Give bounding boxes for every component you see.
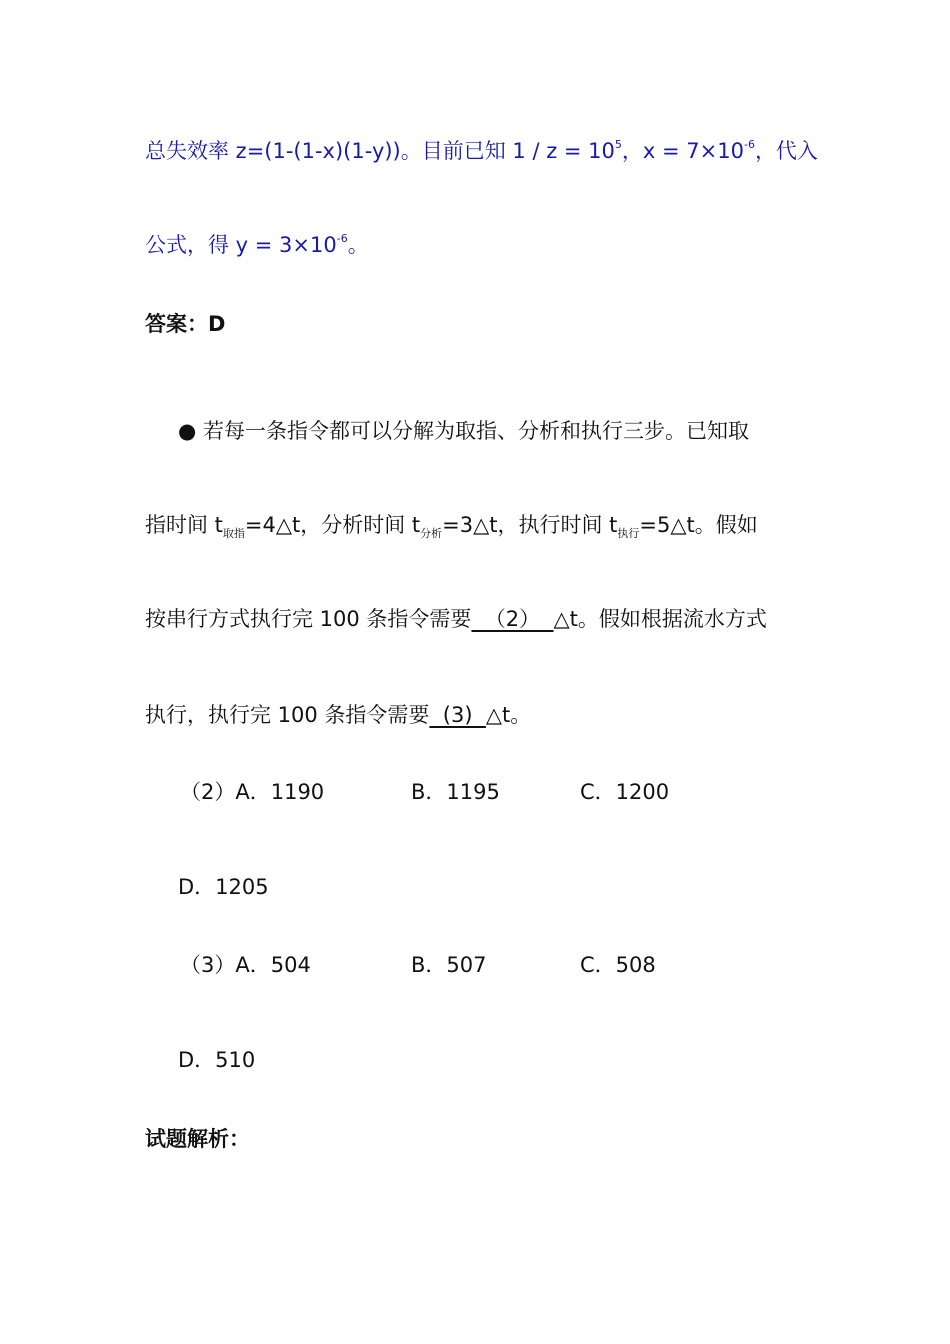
analysis-heading: 试题解析： — [145, 1127, 250, 1151]
option-q3-d: D．510 — [178, 1048, 256, 1072]
question-text: =3△t，执行时间 t — [442, 513, 618, 537]
question-text: △t。 — [485, 703, 532, 727]
question-line-2 — [145, 510, 758, 549]
question-line-1: ● 若每一条指令都可以分解为取指、分析和执行三步。已知取 — [178, 419, 749, 443]
prev-solution-text: ，x = 7×10 — [621, 139, 744, 163]
answer-blank-3: (3) — [429, 703, 486, 727]
option-q2-b: B．1195 — [411, 780, 500, 804]
subscript: 执行 — [617, 527, 640, 540]
question-line-3 — [145, 604, 767, 634]
question-text: △t。假如根据流水方式 — [553, 607, 767, 631]
prev-solution-text: ，代入 — [754, 139, 818, 163]
question-text: =4△t，分析时间 t — [244, 513, 421, 537]
question-line-4 — [145, 700, 531, 730]
question-text: 执行，执行完 100 条指令需要 — [145, 703, 430, 727]
question-text: 指时间 t — [145, 513, 223, 537]
option-q3-b: B．507 — [411, 953, 487, 977]
exponent: -6 — [336, 232, 348, 245]
option-q2-a: （2）A．1190 — [180, 780, 325, 804]
subscript: 分析 — [420, 527, 443, 540]
option-q2-c: C．1200 — [580, 780, 670, 804]
exponent: 5 — [614, 138, 622, 151]
prev-solution-line-1 — [145, 136, 818, 166]
prev-solution-text: 公式，得 y = 3×10 — [145, 233, 337, 257]
question-text: =5△t。假如 — [639, 513, 758, 537]
question-text: 按串行方式执行完 100 条指令需要 — [145, 607, 472, 631]
exponent: -6 — [743, 138, 755, 151]
prev-solution-line-2 — [145, 230, 369, 260]
option-q3-a: （3）A．504 — [180, 953, 311, 977]
option-q2-d: D．1205 — [178, 875, 269, 899]
prev-solution-text: 。 — [347, 233, 369, 257]
option-q3-c: C．508 — [580, 953, 656, 977]
answer-blank-2: （2） — [471, 607, 554, 631]
prev-solution-text: 总失效率 z=(1-(1-x)(1-y))。目前已知 1 / z = 10 — [145, 139, 615, 163]
answer-line: 答案：D — [145, 312, 226, 336]
subscript: 取指 — [222, 527, 245, 540]
